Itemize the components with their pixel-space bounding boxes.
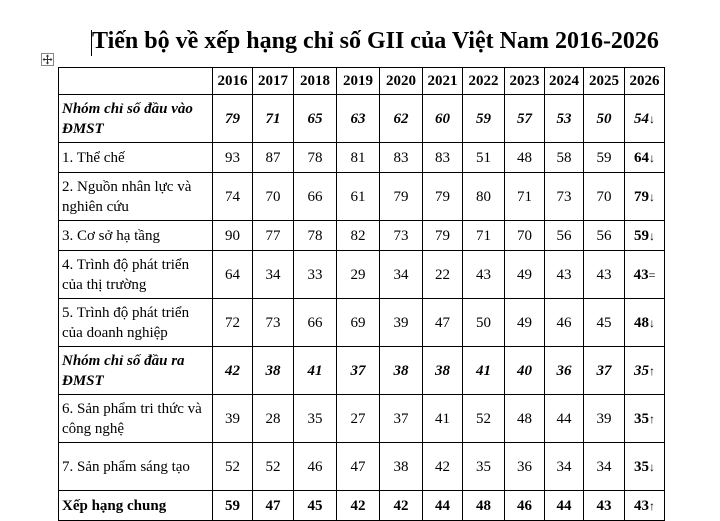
rank-cell: 46 bbox=[294, 443, 337, 491]
header-label-cell bbox=[59, 68, 213, 95]
rank-cell: 35 bbox=[294, 395, 337, 443]
rank-cell: 35 bbox=[463, 443, 505, 491]
rank-2026-cell bbox=[625, 143, 665, 173]
trend-indicator: = bbox=[648, 267, 656, 282]
table-row bbox=[59, 443, 665, 491]
rank-cell: 59 bbox=[463, 95, 505, 143]
rank-cell: 38 bbox=[380, 443, 423, 491]
table-row bbox=[59, 395, 665, 443]
rank-cell: 71 bbox=[253, 95, 294, 143]
rank-cell: 51 bbox=[463, 143, 505, 173]
rank-cell: 39 bbox=[213, 395, 253, 443]
rank-cell: 83 bbox=[380, 143, 423, 173]
rank-cell: 63 bbox=[337, 95, 380, 143]
row-label-cell: 7. Sản phẩm sáng tạo bbox=[59, 443, 213, 491]
rank-cell: 47 bbox=[423, 299, 463, 347]
rank-cell: 90 bbox=[213, 221, 253, 251]
rank-cell: 44 bbox=[545, 395, 584, 443]
rank-cell: 78 bbox=[294, 221, 337, 251]
rank-cell: 79 bbox=[213, 95, 253, 143]
rank-cell: 33 bbox=[294, 251, 337, 299]
rank-cell: 73 bbox=[380, 221, 423, 251]
rank-cell: 40 bbox=[505, 347, 545, 395]
rank-cell: 62 bbox=[380, 95, 423, 143]
rank-cell: 48 bbox=[505, 143, 545, 173]
rank-cell: 22 bbox=[423, 251, 463, 299]
table-row bbox=[59, 221, 665, 251]
row-label-cell: 5. Trình độ phát triển của doanh nghiệp bbox=[59, 299, 213, 347]
rank-value: 35 bbox=[634, 458, 649, 475]
rank-cell: 48 bbox=[505, 395, 545, 443]
rank-cell: 72 bbox=[213, 299, 253, 347]
trend-indicator: ↓ bbox=[649, 189, 655, 204]
rank-cell: 59 bbox=[584, 143, 625, 173]
rank-value: 43 bbox=[633, 266, 649, 283]
rank-value: 54 bbox=[634, 110, 649, 127]
rank-cell: 39 bbox=[584, 395, 625, 443]
rank-cell: 48 bbox=[463, 491, 505, 521]
trend-indicator: ↓ bbox=[649, 315, 655, 330]
rank-cell: 34 bbox=[584, 443, 625, 491]
trend-indicator: ↓ bbox=[649, 111, 655, 126]
rank-2026-cell bbox=[625, 251, 665, 299]
row-label-cell: 6. Sản phẩm tri thức và công nghệ bbox=[59, 395, 213, 443]
rank-cell: 66 bbox=[294, 299, 337, 347]
rank-cell: 49 bbox=[505, 299, 545, 347]
rank-cell: 44 bbox=[545, 491, 584, 521]
rank-cell: 70 bbox=[253, 173, 294, 221]
rank-2026-cell bbox=[625, 491, 665, 521]
rank-value: 43 bbox=[634, 497, 649, 514]
rank-cell: 41 bbox=[294, 347, 337, 395]
row-label-cell: 2. Nguồn nhân lực và nghiên cứu bbox=[59, 173, 213, 221]
trend-indicator: ↓ bbox=[649, 459, 655, 474]
rank-cell: 61 bbox=[337, 173, 380, 221]
rank-cell: 73 bbox=[253, 299, 294, 347]
rank-cell: 82 bbox=[337, 221, 380, 251]
rank-cell: 73 bbox=[545, 173, 584, 221]
rank-cell: 59 bbox=[213, 491, 253, 521]
rank-cell: 74 bbox=[213, 173, 253, 221]
rank-cell: 36 bbox=[505, 443, 545, 491]
row-label-cell: Xếp hạng chung bbox=[59, 491, 213, 521]
rank-value: 35 bbox=[634, 362, 649, 379]
year-header-cell: 2023 bbox=[505, 68, 545, 95]
year-header-cell: 2022 bbox=[463, 68, 505, 95]
rank-2026-cell bbox=[625, 347, 665, 395]
rank-cell: 34 bbox=[545, 443, 584, 491]
table-row bbox=[59, 299, 665, 347]
rank-cell: 52 bbox=[213, 443, 253, 491]
rank-2026-cell bbox=[625, 443, 665, 491]
rank-cell: 71 bbox=[505, 173, 545, 221]
rank-cell: 50 bbox=[463, 299, 505, 347]
rank-cell: 57 bbox=[505, 95, 545, 143]
rank-cell: 47 bbox=[337, 443, 380, 491]
table-row bbox=[59, 95, 665, 143]
row-label-cell: 1. Thể chế bbox=[59, 143, 213, 173]
rank-value: 64 bbox=[634, 149, 649, 166]
rank-cell: 52 bbox=[463, 395, 505, 443]
rank-cell: 77 bbox=[253, 221, 294, 251]
table-header-row bbox=[59, 68, 665, 95]
rank-cell: 53 bbox=[545, 95, 584, 143]
table-row bbox=[59, 251, 665, 299]
rank-cell: 52 bbox=[253, 443, 294, 491]
year-header-cell: 2025 bbox=[584, 68, 625, 95]
table-row bbox=[59, 491, 665, 521]
year-header-cell: 2026 bbox=[625, 68, 665, 95]
rank-cell: 56 bbox=[545, 221, 584, 251]
rank-cell: 38 bbox=[380, 347, 423, 395]
row-label-cell: Nhóm chỉ số đầu ra ĐMST bbox=[59, 347, 213, 395]
rank-cell: 38 bbox=[253, 347, 294, 395]
rank-cell: 41 bbox=[463, 347, 505, 395]
rank-value: 35 bbox=[634, 410, 649, 427]
rank-cell: 39 bbox=[380, 299, 423, 347]
rank-cell: 44 bbox=[423, 491, 463, 521]
year-header-cell: 2021 bbox=[423, 68, 463, 95]
page-title: Tiến bộ về xếp hạng chỉ số GII của Việt Nam 2016-2026 bbox=[92, 28, 659, 54]
year-header-cell: 2019 bbox=[337, 68, 380, 95]
rank-2026-cell bbox=[625, 221, 665, 251]
rank-cell: 69 bbox=[337, 299, 380, 347]
rank-cell: 45 bbox=[294, 491, 337, 521]
rank-cell: 37 bbox=[337, 347, 380, 395]
rank-cell: 93 bbox=[213, 143, 253, 173]
rank-2026-cell bbox=[625, 95, 665, 143]
rank-cell: 43 bbox=[545, 251, 584, 299]
rank-cell: 79 bbox=[423, 173, 463, 221]
trend-indicator: ↑ bbox=[649, 363, 655, 378]
rank-cell: 27 bbox=[337, 395, 380, 443]
rank-2026-cell bbox=[625, 173, 665, 221]
row-label-cell: 4. Trình độ phát triển của thị trường bbox=[59, 251, 213, 299]
rank-cell: 42 bbox=[380, 491, 423, 521]
rank-cell: 64 bbox=[213, 251, 253, 299]
rank-cell: 42 bbox=[337, 491, 380, 521]
year-header-cell: 2020 bbox=[380, 68, 423, 95]
rank-cell: 43 bbox=[584, 491, 625, 521]
year-header-cell: 2018 bbox=[294, 68, 337, 95]
rank-cell: 42 bbox=[213, 347, 253, 395]
trend-indicator: ↓ bbox=[649, 228, 655, 243]
rank-cell: 79 bbox=[423, 221, 463, 251]
rank-cell: 47 bbox=[253, 491, 294, 521]
rank-cell: 45 bbox=[584, 299, 625, 347]
year-header-cell: 2024 bbox=[545, 68, 584, 95]
year-header-cell: 2017 bbox=[253, 68, 294, 95]
rank-cell: 79 bbox=[380, 173, 423, 221]
table-row bbox=[59, 143, 665, 173]
rank-cell: 37 bbox=[584, 347, 625, 395]
rank-value: 48 bbox=[634, 314, 649, 331]
rank-cell: 70 bbox=[505, 221, 545, 251]
rank-cell: 37 bbox=[380, 395, 423, 443]
rank-cell: 46 bbox=[545, 299, 584, 347]
trend-indicator: ↑ bbox=[649, 498, 655, 513]
rank-cell: 42 bbox=[423, 443, 463, 491]
rank-cell: 36 bbox=[545, 347, 584, 395]
rank-2026-cell bbox=[625, 299, 665, 347]
rank-cell: 46 bbox=[505, 491, 545, 521]
rank-cell: 28 bbox=[253, 395, 294, 443]
rank-cell: 58 bbox=[545, 143, 584, 173]
trend-indicator: ↓ bbox=[649, 150, 655, 165]
rank-cell: 71 bbox=[463, 221, 505, 251]
gii-ranking-table bbox=[58, 67, 665, 521]
rank-cell: 38 bbox=[423, 347, 463, 395]
rank-cell: 49 bbox=[505, 251, 545, 299]
rank-value: 59 bbox=[634, 227, 649, 244]
row-label-cell: Nhóm chỉ số đầu vào ĐMST bbox=[59, 95, 213, 143]
rank-cell: 41 bbox=[423, 395, 463, 443]
rank-cell: 66 bbox=[294, 173, 337, 221]
rank-2026-cell bbox=[625, 395, 665, 443]
rank-cell: 78 bbox=[294, 143, 337, 173]
rank-cell: 70 bbox=[584, 173, 625, 221]
rank-cell: 56 bbox=[584, 221, 625, 251]
rank-cell: 29 bbox=[337, 251, 380, 299]
rank-cell: 60 bbox=[423, 95, 463, 143]
rank-cell: 34 bbox=[380, 251, 423, 299]
rank-cell: 43 bbox=[584, 251, 625, 299]
rank-cell: 65 bbox=[294, 95, 337, 143]
rank-cell: 87 bbox=[253, 143, 294, 173]
rank-cell: 50 bbox=[584, 95, 625, 143]
row-label-cell: 3. Cơ sở hạ tầng bbox=[59, 221, 213, 251]
rank-cell: 80 bbox=[463, 173, 505, 221]
year-header-cell: 2016 bbox=[213, 68, 253, 95]
rank-cell: 83 bbox=[423, 143, 463, 173]
rank-value: 79 bbox=[634, 188, 649, 205]
rank-cell: 34 bbox=[253, 251, 294, 299]
trend-indicator: ↑ bbox=[649, 411, 655, 426]
table-row bbox=[59, 173, 665, 221]
move-arrows-icon[interactable] bbox=[41, 53, 54, 66]
rank-cell: 43 bbox=[463, 251, 505, 299]
rank-cell: 81 bbox=[337, 143, 380, 173]
table-row bbox=[59, 347, 665, 395]
